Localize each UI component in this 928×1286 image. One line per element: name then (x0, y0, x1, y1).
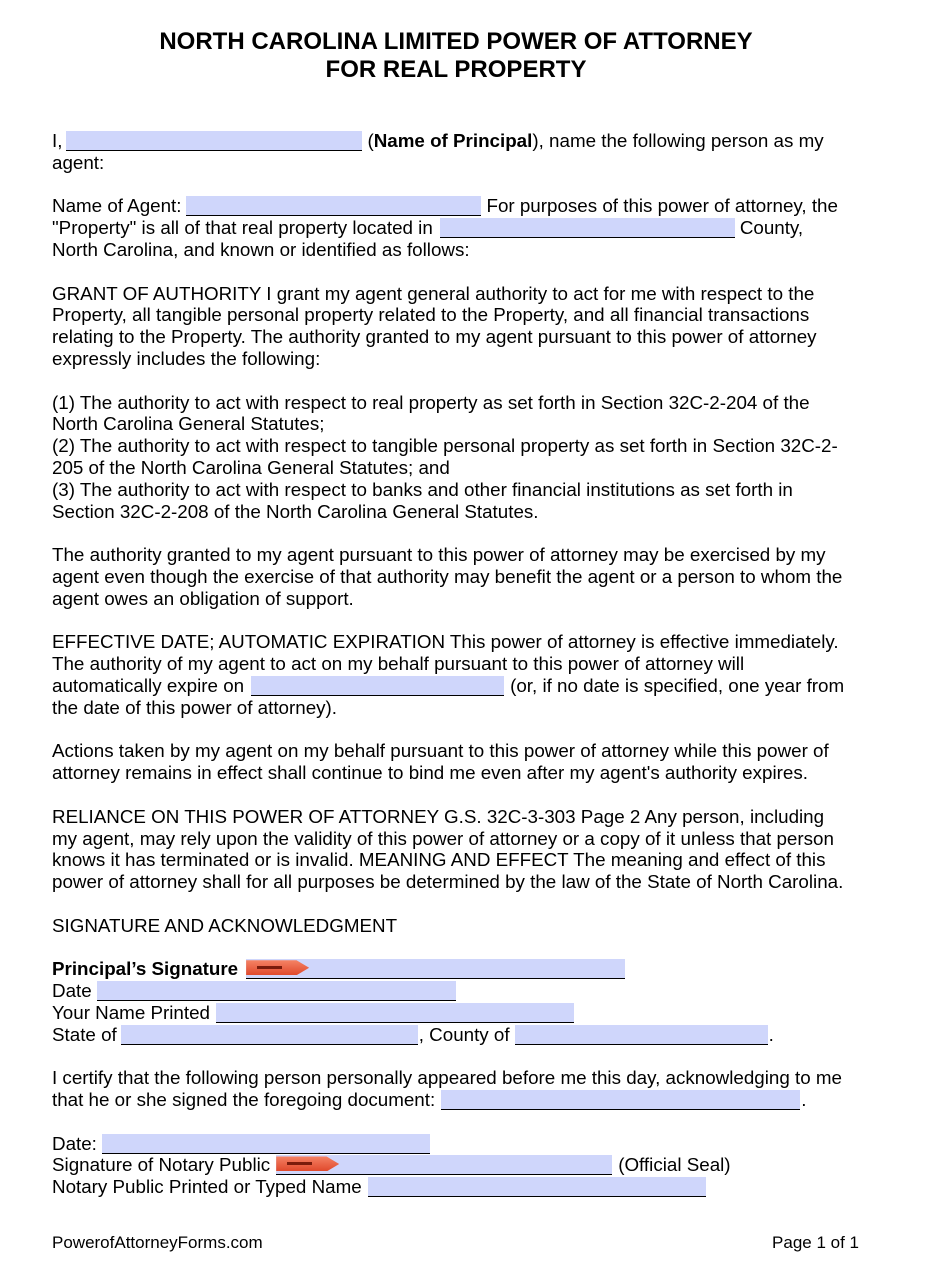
signature-line (52, 1002, 912, 1024)
agent-name-field[interactable] (186, 196, 481, 216)
notary-date-field[interactable] (102, 1134, 430, 1154)
paragraph-line: Property, all tangible personal property related to the Property, and all financial transactions (52, 304, 810, 326)
expiration-prefix: automatically expire on (52, 674, 245, 696)
agent-paragraph (52, 195, 912, 260)
paragraph-line: Actions taken by my agent on my behalf pursuant to this power of attorney while this power of (52, 740, 829, 762)
reliance-paragraph (52, 806, 912, 893)
agent-label: Name of Agent: (52, 195, 182, 217)
actions-binding-paragraph (52, 740, 912, 784)
notary-block (52, 1133, 912, 1198)
notary-date-label: Date: (52, 1132, 97, 1154)
paragraph-line: I certify that the following person personally appeared before me this day, acknowledging to me (52, 1067, 842, 1089)
state-label: State of (52, 1023, 117, 1045)
certification-paragraph (52, 1067, 912, 1111)
sign-here-arrow-icon (246, 960, 309, 975)
paragraph-line: agent even though the exercise of that authority may benefit the agent or a person to whom the (52, 565, 843, 587)
property-location-suffix: County, (739, 217, 804, 239)
principal-date-field[interactable] (97, 981, 456, 1001)
property-location-prefix: "Property" is all of that real property located in (52, 217, 433, 239)
line-end-period: . (768, 1023, 774, 1045)
page-footer (52, 1232, 859, 1254)
line-end-period: . (801, 1089, 807, 1111)
paragraph-line (52, 1089, 912, 1111)
paragraph-line: relating to the Property. The authority granted to my agent pursuant to this power of attorney (52, 326, 817, 348)
paragraph-line: RELIANCE ON THIS POWER OF ATTORNEY G.S. 32C-3-303 Page 2 Any person, including (52, 805, 825, 827)
official-seal-label: (Official Seal) (618, 1154, 731, 1176)
signature-line (52, 1176, 912, 1198)
principal-printed-name-field[interactable] (216, 1003, 574, 1023)
agent-benefit-paragraph (52, 544, 912, 609)
paragraph-line: The authority granted to my agent pursuant to this power of attorney may be exercised by my (52, 544, 826, 566)
principal-name-field[interactable] (66, 131, 362, 151)
statutory-authorities-paragraph (52, 392, 912, 523)
paragraph-line: agent: (52, 151, 105, 173)
signature-heading: SIGNATURE AND ACKNOWLEDGMENT (52, 914, 398, 936)
effective-date-paragraph (52, 631, 912, 718)
notary-printed-name-field[interactable] (368, 1177, 706, 1197)
signature-line (52, 1024, 912, 1046)
principal-signature-field-wrapper (246, 958, 630, 980)
paragraph-line: 205 of the North Carolina General Statutes; and (52, 456, 450, 478)
sign-here-arrow-icon (276, 1156, 339, 1171)
county-field[interactable] (440, 218, 735, 238)
document-title (52, 28, 860, 84)
paragraph-line: GRANT OF AUTHORITY I grant my agent general authority to act for me with respect to the (52, 282, 815, 304)
paragraph-line: The authority of my agent to act on my behalf pursuant to this power of attorney will (52, 653, 745, 675)
paragraph-line: (3) The authority to act with respect to banks and other financial institutions as set forth in (52, 478, 793, 500)
notary-signature-field-wrapper (276, 1154, 612, 1176)
principal-label: Name of Principal (373, 130, 533, 151)
paragraph-line: North Carolina General Statutes; (52, 413, 325, 435)
principal-date-label: Date (52, 980, 92, 1002)
footer-site: PowerofAttorneyForms.com (52, 1233, 263, 1252)
signature-line (52, 958, 912, 980)
title-line: FOR REAL PROPERTY (325, 56, 587, 83)
principal-prefix: I, (52, 130, 63, 151)
principal-paragraph (52, 130, 912, 174)
paragraph-line (52, 130, 912, 152)
county-label: , County of (418, 1023, 510, 1045)
paragraph-line: my agent, may rely upon the validity of this power of attorney or a copy of it unless that person (52, 827, 834, 849)
page-number: Page 1 of 1 (772, 1233, 859, 1252)
agent-line-suffix: For purposes of this power of attorney, the (486, 195, 838, 217)
name-printed-label: Your Name Printed (52, 1001, 210, 1023)
principal-label-open: ( (367, 130, 374, 151)
paragraph-line: (1) The authority to act with respect to real property as set forth in Section 32C-2-204 of the (52, 391, 810, 413)
paragraph-line: (2) The authority to act with respect to tangible personal property as set forth in Section 32C-2- (52, 435, 838, 457)
paragraph-line: Section 32C-2-208 of the North Carolina General Statutes. (52, 500, 539, 522)
certification-prefix: that he or she signed the foregoing document: (52, 1089, 436, 1111)
signature-heading-block (52, 915, 912, 937)
paragraph-line: expressly includes the following: (52, 347, 321, 369)
grant-of-authority-paragraph (52, 283, 912, 370)
notary-signature-label: Signature of Notary Public (52, 1154, 271, 1176)
signature-line (52, 1133, 912, 1155)
principal-signature-label: Principal’s Signature (52, 958, 239, 980)
expiration-date-field[interactable] (251, 676, 504, 696)
paragraph-line: North Carolina, and known or identified as follows: (52, 238, 470, 260)
state-field[interactable] (121, 1025, 418, 1045)
paragraph-line: attorney remains in effect shall continue to bind me even after my agent's authority expires. (52, 762, 808, 784)
principal-signature-block (52, 958, 912, 1045)
paragraph-line: the date of this power of attorney). (52, 696, 338, 718)
paragraph-line (52, 675, 912, 697)
paragraph-line: EFFECTIVE DATE; AUTOMATIC EXPIRATION This power of attorney is effective immediately. (52, 631, 839, 653)
signature-line (52, 980, 912, 1002)
principal-suffix: ), name the following person as my (532, 130, 824, 151)
paragraph-line: power of attorney shall for all purposes be determined by the law of the State of North Carolina. (52, 871, 844, 893)
paragraph-line: agent owes an obligation of support. (52, 587, 354, 609)
acknowledged-person-field[interactable] (441, 1090, 800, 1110)
paragraph-line (52, 195, 912, 217)
document-body (52, 130, 912, 1220)
notary-printed-name-label: Notary Public Printed or Typed Name (52, 1176, 362, 1198)
signature-line (52, 1154, 912, 1176)
paragraph-line (52, 217, 912, 239)
county-acknowledgment-field[interactable] (515, 1025, 768, 1045)
paragraph-line: knows it has terminated or is invalid. MEANING AND EFFECT The meaning and effect of this (52, 849, 826, 871)
title-line: NORTH CAROLINA LIMITED POWER OF ATTORNEY (159, 28, 753, 55)
expiration-suffix: (or, if no date is specified, one year from (510, 674, 845, 696)
